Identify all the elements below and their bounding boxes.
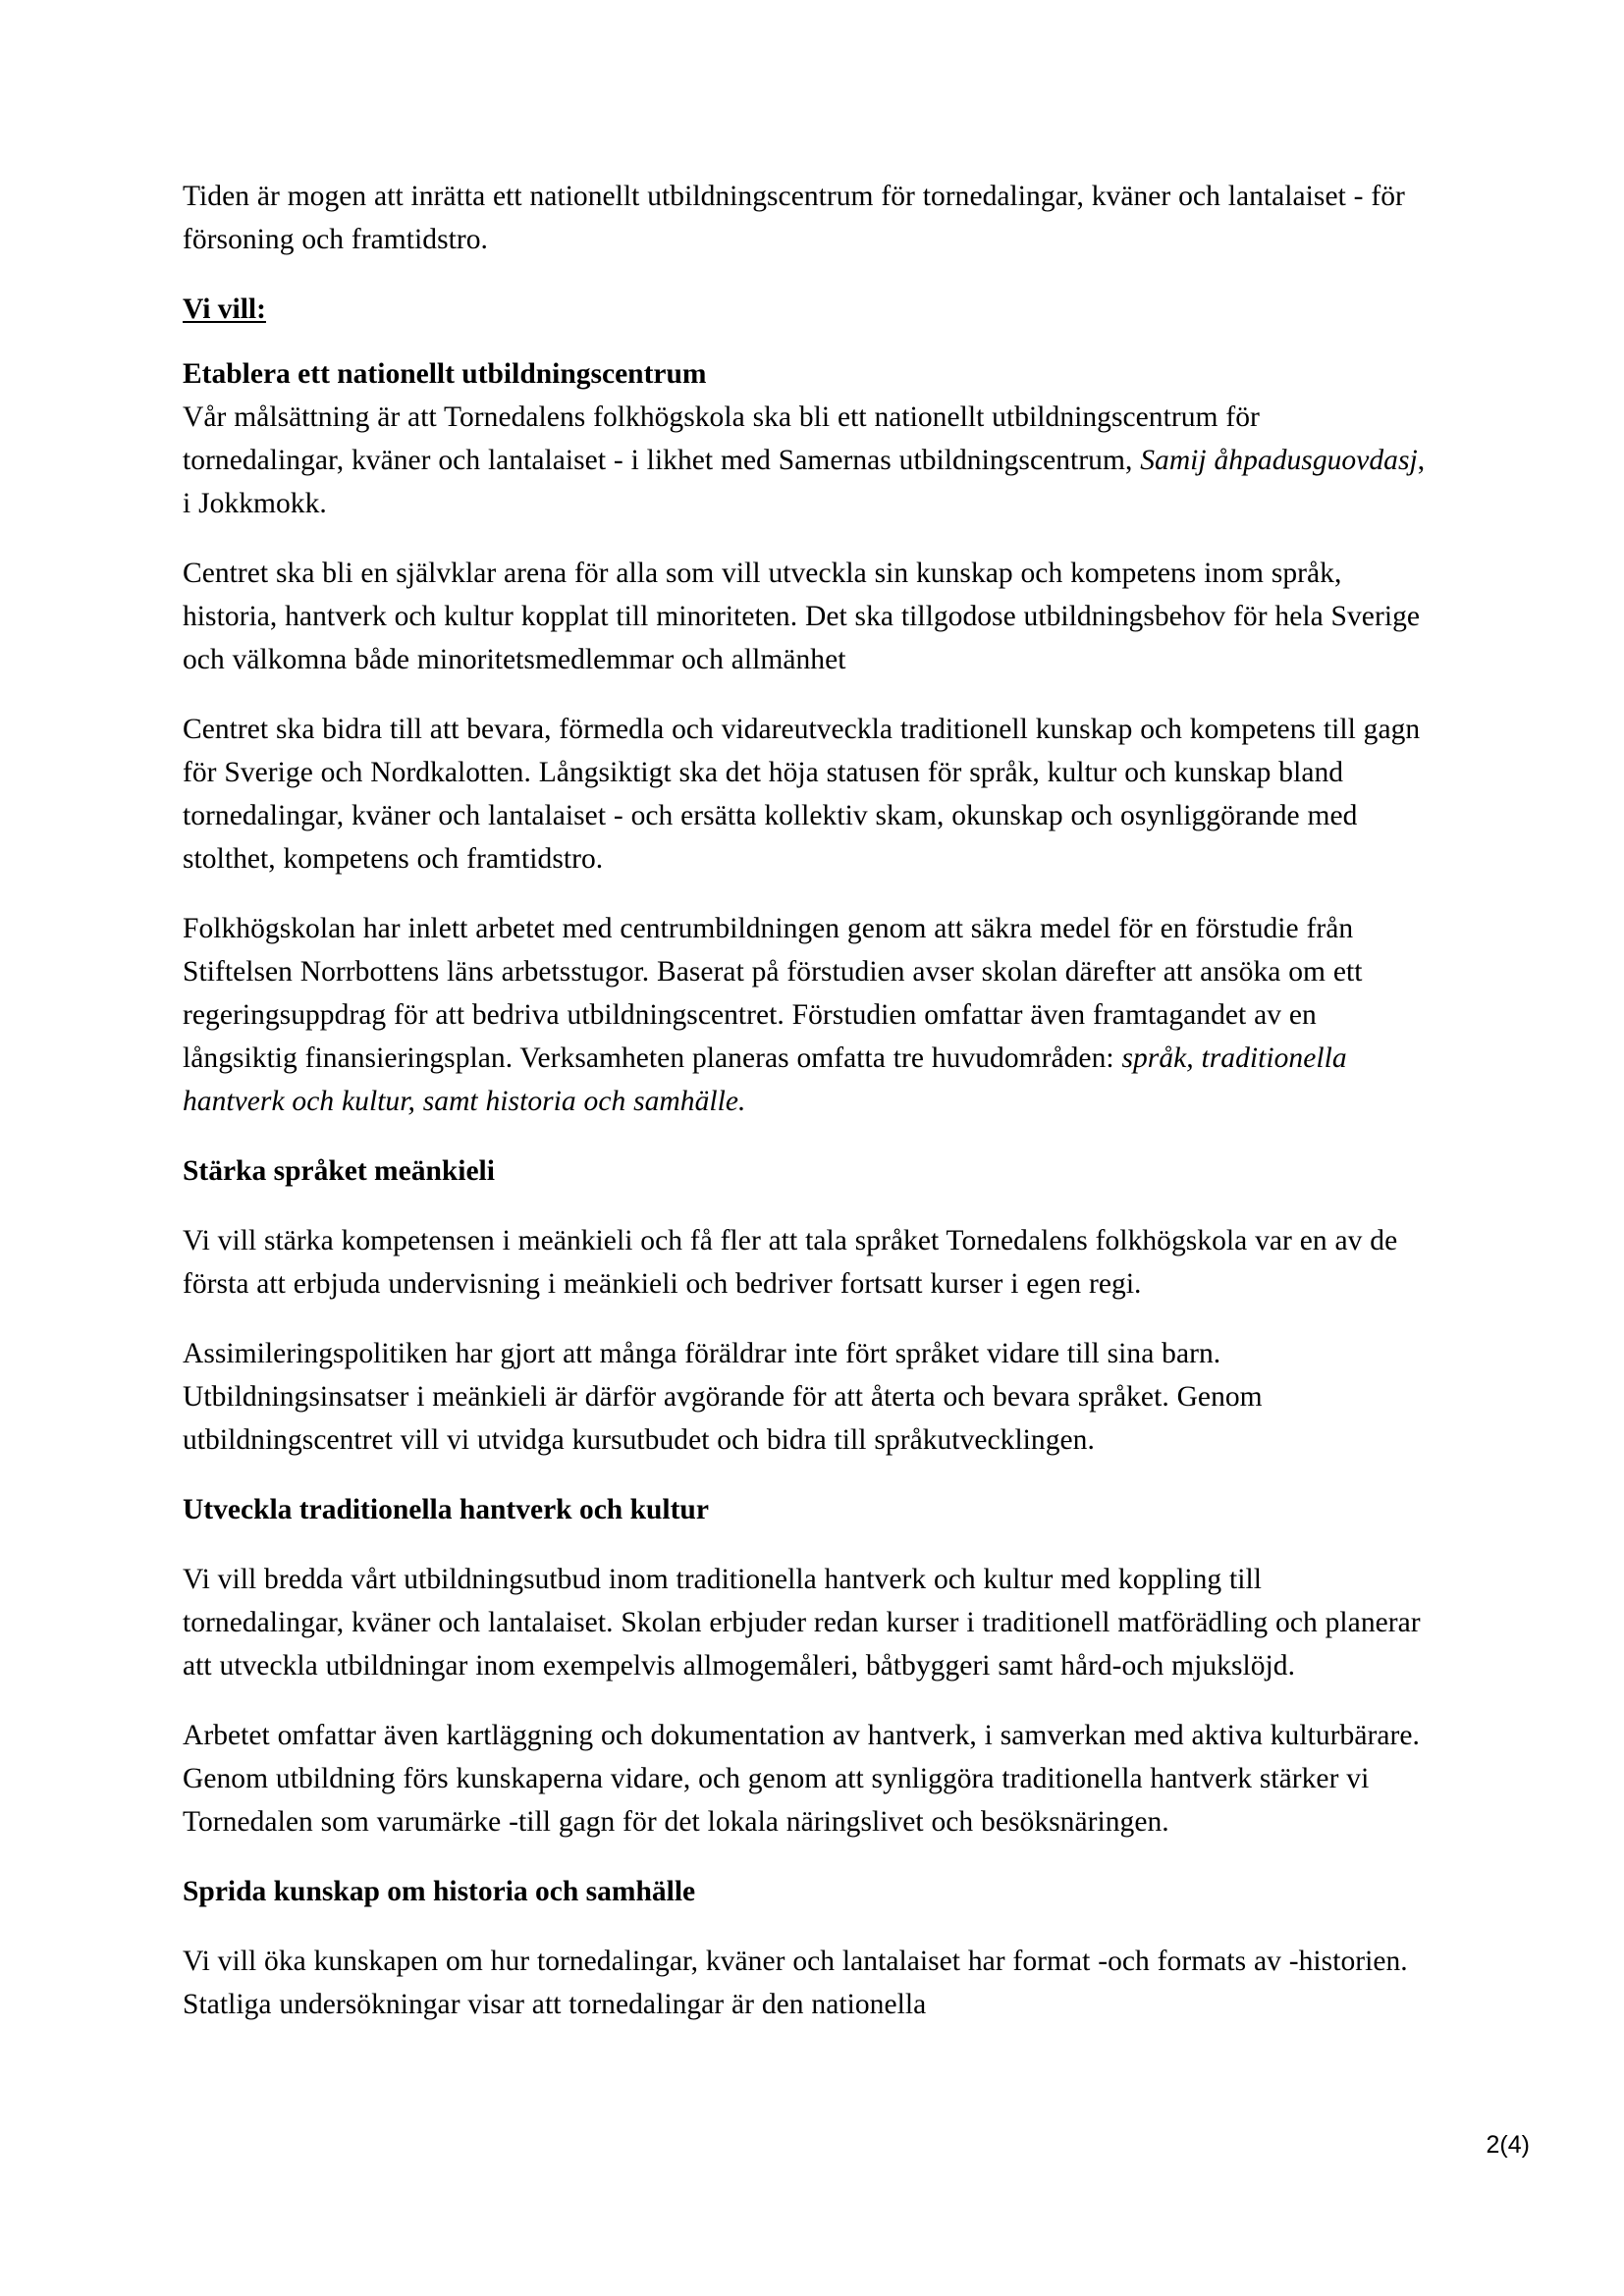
paragraph-malsattning [183,396,1428,525]
paragraph-starka-kompetensen: Vi vill stärka kompetensen i meänkieli och få fler att tala språket Tornedalens folkhögskola var en av de första att erbjuda undervisning i meänkieli och bedriver fortsatt kurser i egen regi. [183,1225,1398,1300]
heading-utveckla-hantverk-kultur: Utveckla traditionella hantverk och kultur [183,1494,709,1525]
paragraph-bidra-bevara: Centret ska bidra till att bevara, förmedla och vidareutveckla traditionell kunskap och kompetens till gagn för Sverige och Nordkalotten. Långsiktigt ska det höja statusen för språk, kultur och kunskap bland tornedalingar, kväner och lantalaiset - och ersätta kollektiv skam, okunskap och osynliggörande med stolthet, kompetens och framtidstro. [183,714,1421,875]
paragraph-bredda-utbildningsutbud: Vi vill bredda vårt utbildningsutbud inom traditionella hantverk och kultur med koppling till tornedalingar, kväner och lantalaiset. Skolan erbjuder redan kurser i traditionell matförädling och planerar att utveckla utbildningar inom exempelvis allmogemåleri, båtbyggeri samt hård-och mjukslöjd. [183,1564,1421,1682]
heading-sprida-kunskap-historia: Sprida kunskap om historia och samhälle [183,1876,696,1907]
page-number: 2(4) [1486,2131,1530,2159]
paragraph-oka-kunskapen: Vi vill öka kunskapen om hur tornedalingar, kväner och lantalaiset har format -och formats av -historien. Statliga undersökningar visar att tornedalingar är den nationella [183,1946,1408,2020]
paragraph-lead-text: Vår målsättning är att Tornedalens folkhögskola ska bli ett nationellt utbildningscentrum för tornedalingar, kväner och lantalaiset - i likhet med Samernas utbildningscentrum, [183,401,1260,476]
section-label-vi-vill: Vi vill: [183,294,266,325]
paragraph-lead-text: Folkhögskolan har inlett arbetet med centrumbildningen genom att säkra medel för en förstudie från Stiftelsen Norrbottens läns arbetsstugor. Baserat på förstudien avser skolan därefter att ansöka om ett regeringsuppdrag för att bedriva utbildningscentret. Förstudien omfattar även framtagandet av en långsiktig finansieringsplan. Verksamheten planeras omfatta tre huvudområden: [183,913,1363,1074]
intro-paragraph: Tiden är mogen att inrätta ett nationellt utbildningscentrum för tornedalingar, kväner och lantalaiset - för försoning och framtidstro. [183,181,1405,255]
paragraph-folkhogskolan-forstudie [183,907,1428,1123]
paragraph-tail-text: , i Jokkmokk. [183,445,1426,519]
paragraph-assimileringspolitiken: Assimileringspolitiken har gjort att många föräldrar inte fört språket vidare till sina barn. Utbildningsinsatser i meänkieli är därför avgörande för att återta och bevara språket. Genom utbildningscentret vill vi utvidga kursutbudet och bidra till språkutvecklingen. [183,1338,1263,1456]
paragraph-sjalvklar-arena: Centret ska bli en självklar arena för alla som vill utveckla sin kunskap och kompetens inom språk, historia, hantverk och kultur kopplat till minoriteten. Det ska tillgodose utbildningsbehov för hela Sverige och välkomna både minoritetsmedlemmar och allmänhet [183,558,1421,675]
heading-starka-spraket-meankieli: Stärka språket meänkieli [183,1155,495,1187]
paragraph-arbetet-kartlaggning: Arbetet omfattar även kartläggning och dokumentation av hantverk, i samverkan med aktiva kulturbärare. Genom utbildning förs kunskaperna vidare, och genom att synliggöra traditionella hantverk stärker vi Tornedalen som varumärke -till gagn för det lokala näringslivet och besöksnäringen. [183,1720,1420,1838]
document-body [183,175,1428,2026]
italic-samij-ahpadusguovdasj: Samij åhpadusguovdasj [1140,445,1418,476]
italic-huvudomraden: språk, traditionella hantverk och kultur, samt historia och samhälle. [183,1042,1347,1117]
heading-etablera-utbildningscentrum: Etablera ett nationellt utbildningscentrum [183,358,707,390]
